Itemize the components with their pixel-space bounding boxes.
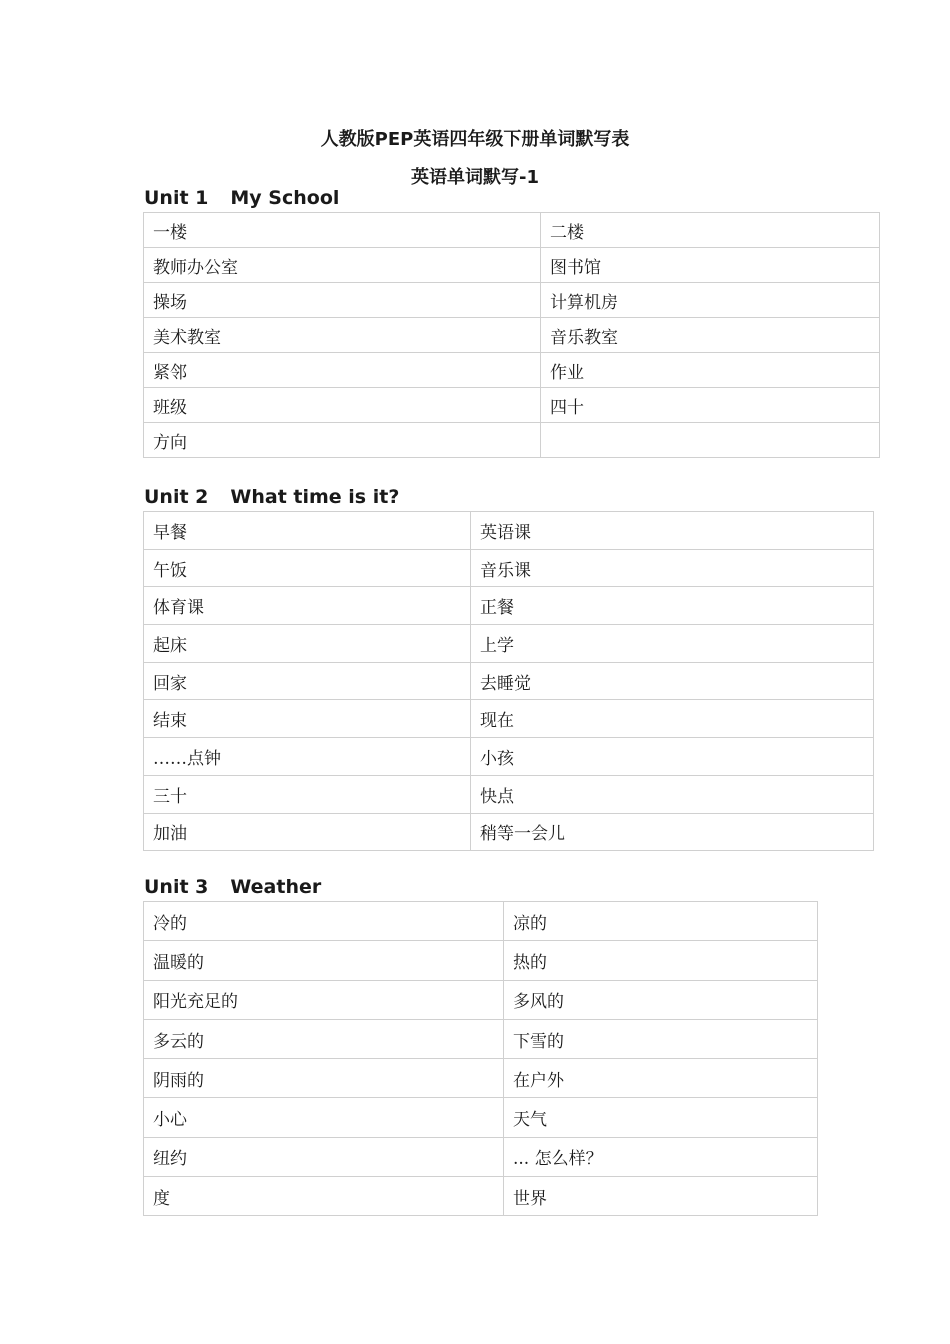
table-cell: 三十 <box>144 775 471 813</box>
table-cell: 现在 <box>471 700 874 738</box>
table-cell: 体育课 <box>144 587 471 625</box>
table-cell: 去睡觉 <box>471 662 874 700</box>
table-row <box>144 625 874 663</box>
table-cell: 图书馆 <box>541 248 880 283</box>
table-row <box>144 813 874 851</box>
table-cell: 度 <box>144 1177 504 1216</box>
table-cell: 多风的 <box>504 980 818 1019</box>
table-cell: 班级 <box>144 388 541 423</box>
table-cell: 音乐课 <box>471 549 874 587</box>
table-row <box>144 1137 818 1176</box>
table-cell: 稍等一会儿 <box>471 813 874 851</box>
unit-3-heading <box>144 876 321 898</box>
table-row <box>144 775 874 813</box>
unit-1-heading <box>144 187 339 209</box>
table-cell: 结束 <box>144 700 471 738</box>
table-cell: 计算机房 <box>541 283 880 318</box>
unit-name: What time is it? <box>230 486 400 508</box>
table-cell: 英语课 <box>471 512 874 550</box>
table-row <box>144 738 874 776</box>
table-cell: 多云的 <box>144 1019 504 1058</box>
table-cell: 起床 <box>144 625 471 663</box>
table-cell: 早餐 <box>144 512 471 550</box>
document-title: 人教版PEP英语四年级下册单词默写表 <box>320 129 630 150</box>
table-cell: 世界 <box>504 1177 818 1216</box>
table-cell: 上学 <box>471 625 874 663</box>
table-cell: 回家 <box>144 662 471 700</box>
unit-number: Unit 3 <box>144 876 209 898</box>
table-row <box>144 980 818 1019</box>
table-cell: 在户外 <box>504 1059 818 1098</box>
table-row <box>144 700 874 738</box>
table-row <box>144 423 880 458</box>
table-cell: 美术教室 <box>144 318 541 353</box>
table-cell: 教师办公室 <box>144 248 541 283</box>
table-cell: 正餐 <box>471 587 874 625</box>
table-row <box>144 353 880 388</box>
table-cell <box>541 423 880 458</box>
document-subtitle: 英语单词默写-1 <box>411 167 539 188</box>
table-cell: 二楼 <box>541 213 880 248</box>
unit-name: My School <box>230 187 340 209</box>
unit-1-vocab-table <box>143 212 880 458</box>
table-row <box>144 512 874 550</box>
table-row <box>144 1059 818 1098</box>
unit-2-heading <box>144 486 399 508</box>
table-cell: ... 怎么样？ <box>504 1137 818 1176</box>
table-row <box>144 1098 818 1137</box>
table-cell: 一楼 <box>144 213 541 248</box>
table-row <box>144 941 818 980</box>
table-row <box>144 318 880 353</box>
table-row <box>144 587 874 625</box>
table-cell: 热的 <box>504 941 818 980</box>
table-cell: 凉的 <box>504 902 818 941</box>
table-row <box>144 662 874 700</box>
table-cell: 小心 <box>144 1098 504 1137</box>
unit-number: Unit 1 <box>144 187 209 209</box>
table-row <box>144 283 880 318</box>
table-row <box>144 1019 818 1058</box>
table-cell: 冷的 <box>144 902 504 941</box>
table-cell: 方向 <box>144 423 541 458</box>
unit-3-vocab-table <box>143 901 818 1216</box>
table-cell: 天气 <box>504 1098 818 1137</box>
unit-number: Unit 2 <box>144 486 209 508</box>
table-cell: 操场 <box>144 283 541 318</box>
table-row <box>144 248 880 283</box>
unit-name: Weather <box>230 876 322 898</box>
table-cell: 阴雨的 <box>144 1059 504 1098</box>
table-row <box>144 388 880 423</box>
table-cell: 阳光充足的 <box>144 980 504 1019</box>
table-cell: 紧邻 <box>144 353 541 388</box>
table-cell: 午饭 <box>144 549 471 587</box>
table-row <box>144 902 818 941</box>
table-cell: 温暖的 <box>144 941 504 980</box>
table-cell: 下雪的 <box>504 1019 818 1058</box>
table-cell: 纽约 <box>144 1137 504 1176</box>
table-cell: 加油 <box>144 813 471 851</box>
table-cell: 快点 <box>471 775 874 813</box>
table-cell: 四十 <box>541 388 880 423</box>
table-cell: ……点钟 <box>144 738 471 776</box>
table-cell: 音乐教室 <box>541 318 880 353</box>
table-cell: 小孩 <box>471 738 874 776</box>
table-row <box>144 213 880 248</box>
table-cell: 作业 <box>541 353 880 388</box>
table-row <box>144 549 874 587</box>
unit-2-vocab-table <box>143 511 874 851</box>
table-row <box>144 1177 818 1216</box>
